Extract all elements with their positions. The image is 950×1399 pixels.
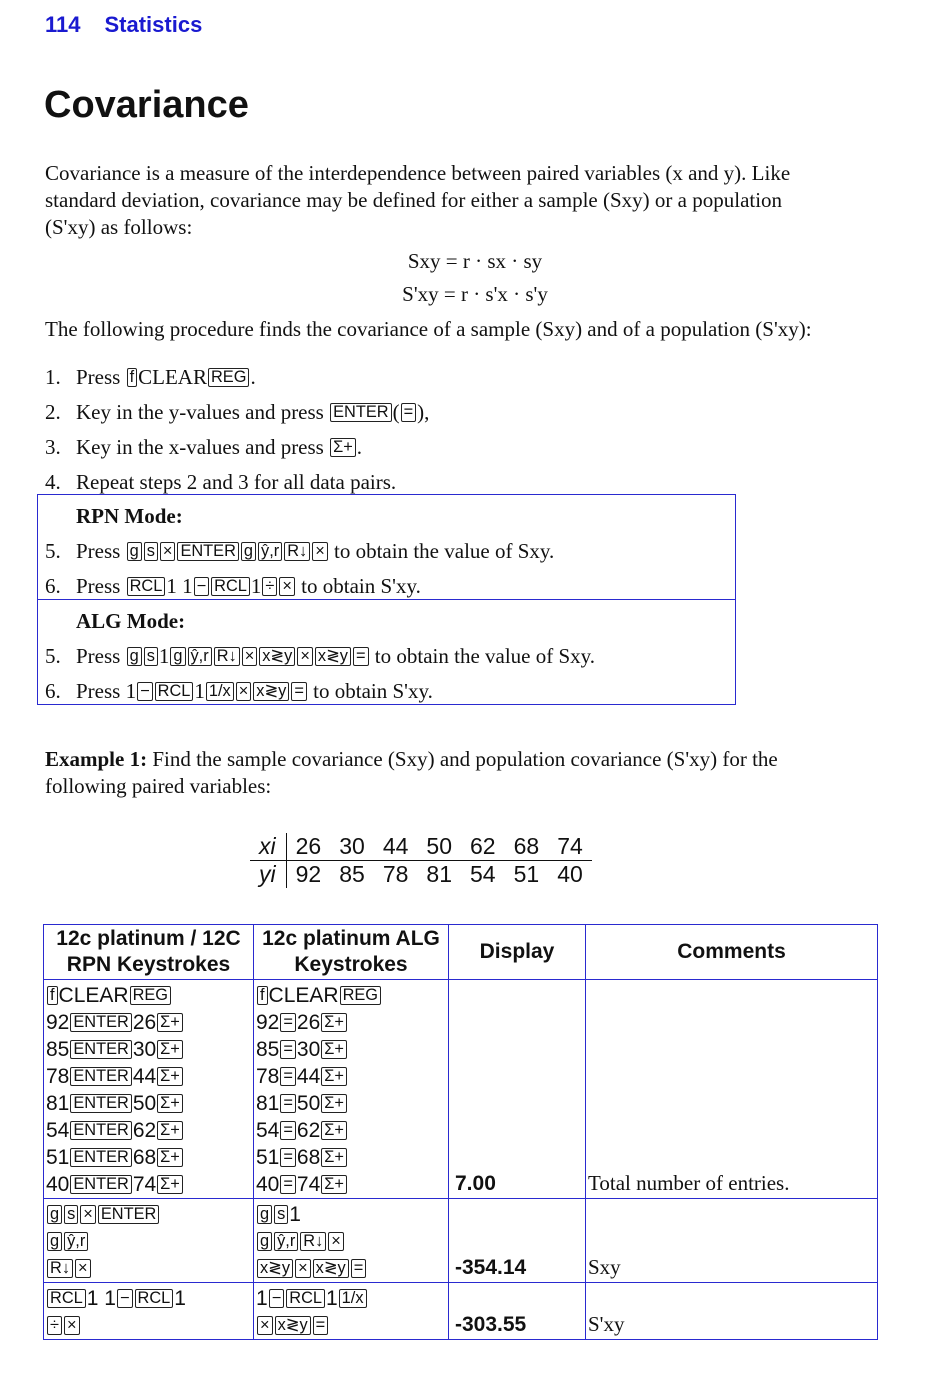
step-text: 62 — [296, 1119, 321, 1142]
y-value: 92 — [295, 861, 322, 887]
calculator-key: × — [279, 577, 295, 596]
calculator-key: g — [241, 542, 256, 561]
keystroke-line — [256, 1063, 446, 1090]
procedure-step — [45, 430, 737, 465]
calculator-key: ENTER — [70, 1148, 131, 1167]
calculator-key: − — [269, 1289, 285, 1308]
page-title: Covariance — [44, 84, 249, 126]
display-header: Display — [449, 925, 586, 980]
step-number: 6. — [45, 574, 61, 598]
step-text: Press — [76, 539, 126, 563]
procedure-step — [45, 674, 737, 709]
calculator-key: g — [127, 542, 142, 561]
calculator-key: ENTER — [70, 1067, 131, 1086]
step-text: . — [356, 435, 363, 459]
y-value: 81 — [426, 861, 452, 887]
step-text: 51 — [256, 1146, 280, 1169]
keystroke-line — [46, 1144, 251, 1171]
calculator-key: 1/x — [339, 1289, 367, 1308]
x-value: 30 — [330, 833, 374, 861]
calculator-key: Σ+ — [157, 1175, 183, 1194]
step-text: 30 — [296, 1038, 321, 1061]
calculator-key: − — [194, 577, 210, 596]
alg-keystrokes-cell — [254, 980, 449, 1199]
keystroke-line — [256, 1036, 446, 1063]
x-value: 62 — [461, 833, 505, 861]
calculator-key: R↓ — [47, 1259, 73, 1278]
step-text: CLEAR — [138, 365, 207, 389]
calculator-key: = — [313, 1316, 329, 1335]
step-text: . — [250, 365, 256, 389]
step-text: 78 — [46, 1065, 70, 1088]
calculator-key: = — [351, 1259, 367, 1278]
alg-keystrokes-header: 12c platinum ALG Keystrokes — [254, 925, 449, 980]
calculator-key: × — [236, 682, 252, 701]
calculator-key: Σ+ — [321, 1067, 347, 1086]
calculator-key: = — [280, 1175, 296, 1194]
calculator-key: ŷ,r — [274, 1232, 298, 1251]
alg-keystrokes-cell — [254, 1283, 449, 1340]
calculator-key: REG — [130, 986, 171, 1005]
comments-header: Comments — [586, 925, 878, 980]
keystroke-line — [46, 1009, 251, 1036]
step-text: 85 — [256, 1038, 280, 1061]
keystroke-line — [256, 1144, 446, 1171]
step-text: 62 — [132, 1119, 157, 1142]
calculator-key: ENTER — [177, 542, 238, 561]
x-value: 68 — [505, 833, 549, 861]
calculator-key: Σ+ — [321, 1013, 347, 1032]
step-text: ), — [417, 400, 430, 424]
calculator-key: g — [257, 1205, 272, 1224]
calculator-key: = — [353, 647, 369, 666]
calculator-key: Σ+ — [321, 1148, 347, 1167]
calculator-key: ŷ,r — [258, 542, 282, 561]
calculator-key: s — [64, 1205, 78, 1224]
keystroke-line — [46, 1312, 251, 1339]
calculator-key: g — [257, 1232, 272, 1251]
alg-keystrokes-cell — [254, 1199, 449, 1283]
step-text: 30 — [132, 1038, 157, 1061]
step-text: 1 — [158, 644, 170, 668]
example-line: following paired variables: — [45, 774, 272, 798]
calculator-key: Σ+ — [330, 438, 356, 457]
calculator-key: Σ+ — [321, 1175, 347, 1194]
calculator-key: Σ+ — [157, 1121, 183, 1140]
step-number: 4. — [45, 470, 61, 494]
calculator-key: R↓ — [214, 647, 240, 666]
step-text: 1 — [289, 1203, 301, 1226]
calculator-key: Σ+ — [321, 1040, 347, 1059]
calculator-key: g — [47, 1232, 62, 1251]
calculator-key: ENTER — [70, 1175, 131, 1194]
calculator-key: s — [144, 542, 158, 561]
step-text: to obtain the value of Sxy. — [369, 644, 596, 668]
calculator-key: × — [312, 542, 328, 561]
calculator-key: ENTER — [98, 1205, 159, 1224]
calculator-key: s — [274, 1205, 288, 1224]
calculator-key: RCL — [211, 577, 250, 596]
calculator-key: R↓ — [284, 542, 310, 561]
table-row — [44, 980, 878, 1199]
step-text: Press — [76, 644, 126, 668]
keystroke-line — [256, 1009, 446, 1036]
table-row — [44, 1283, 878, 1340]
keystroke-line — [46, 982, 251, 1009]
calculator-key: RCL — [47, 1289, 86, 1308]
keystroke-table — [43, 924, 878, 1340]
calculator-key: = — [280, 1121, 296, 1140]
step-text: 1 — [194, 679, 205, 703]
step-text: Press — [76, 574, 126, 598]
step-text: 1 — [325, 1287, 338, 1310]
y-value: 54 — [470, 861, 496, 887]
keystroke-line — [46, 1201, 251, 1228]
calculator-key: Σ+ — [321, 1121, 347, 1140]
y-value: 40 — [557, 861, 583, 887]
calculator-key: g — [127, 647, 142, 666]
step-number: 6. — [45, 679, 61, 703]
step-text: 1 — [256, 1287, 268, 1310]
x-value: 74 — [548, 833, 592, 861]
rpn-keystrokes-header: 12c platinum / 12C RPN Keystrokes — [44, 925, 254, 980]
step-number: 5. — [45, 539, 61, 563]
x-value: 26 — [286, 833, 330, 861]
keystroke-line — [256, 982, 446, 1009]
intro-line: standard deviation, covariance may be defined for either a sample (Sxy) or a population — [45, 188, 783, 212]
y-value: 78 — [382, 861, 409, 887]
rpn-keystrokes-cell — [44, 1199, 254, 1283]
comment-text: Sxy — [586, 1199, 878, 1283]
calculator-key: = — [280, 1094, 296, 1113]
rpn-mode-label: RPN Mode: — [76, 504, 183, 528]
calculator-key: × — [64, 1316, 80, 1335]
calculator-key: × — [80, 1205, 96, 1224]
keystroke-line — [46, 1228, 251, 1255]
x-value: 44 — [374, 833, 418, 861]
step-text: 40 — [256, 1173, 280, 1196]
keystroke-line — [46, 1171, 251, 1198]
calculator-key: × — [160, 542, 176, 561]
table-row — [44, 1199, 878, 1283]
step-text: 81 — [46, 1092, 70, 1115]
procedure-intro: The following procedure finds the covariance of a sample (Sxy) and of a population (S'xy): — [45, 317, 812, 341]
procedure-step — [45, 639, 737, 674]
calculator-key: × — [242, 647, 258, 666]
step-text: 1 — [250, 574, 262, 598]
step-number: 1. — [45, 365, 61, 389]
calculator-key: f — [127, 368, 138, 387]
step-text: 78 — [256, 1065, 280, 1088]
step-text: ( — [392, 400, 400, 424]
step-text: CLEAR — [268, 984, 339, 1007]
step-text: Repeat steps 2 and 3 for all data pairs. — [76, 470, 397, 494]
calculator-key: g — [47, 1205, 62, 1224]
step-text: 81 — [256, 1092, 280, 1115]
keystroke-line — [256, 1285, 446, 1312]
calculator-key: ENTER — [70, 1040, 131, 1059]
step-text: 26 — [132, 1011, 157, 1034]
calculator-key: x≷y — [315, 647, 351, 666]
calculator-key: × — [295, 1259, 311, 1278]
calculator-key: = — [280, 1067, 296, 1086]
keystroke-line — [46, 1285, 251, 1312]
keystroke-line — [256, 1171, 446, 1198]
step-text: 51 — [46, 1146, 70, 1169]
calculator-key: Σ+ — [157, 1040, 183, 1059]
calculator-key: x≷y — [275, 1316, 311, 1335]
keystroke-line — [256, 1228, 446, 1255]
y-label: yi — [250, 861, 286, 889]
y-value: 85 — [339, 861, 365, 887]
calculator-key: = — [401, 403, 417, 422]
population-formula: S'xy = r · s'x · s'y — [402, 282, 548, 306]
x-value: 50 — [417, 833, 461, 861]
calculator-key: ENTER — [70, 1013, 131, 1032]
calculator-key: x≷y — [313, 1259, 349, 1278]
calculator-key: ÷ — [262, 577, 277, 596]
calculator-key: REG — [340, 986, 381, 1005]
calculator-key: Σ+ — [157, 1148, 183, 1167]
calculator-key: g — [170, 647, 185, 666]
calculator-key: Σ+ — [157, 1094, 183, 1113]
comment-text: Total number of entries. — [586, 980, 878, 1199]
rpn-keystrokes-cell — [44, 1283, 254, 1340]
calculator-key: ENTER — [70, 1094, 131, 1113]
step-text: 44 — [296, 1065, 321, 1088]
step-text: 68 — [296, 1146, 321, 1169]
step-text: Key in the y-values and press — [76, 400, 330, 424]
calculator-key: ÷ — [47, 1316, 62, 1335]
procedure-step — [45, 534, 737, 569]
step-text: CLEAR — [58, 984, 129, 1007]
section-title: Statistics — [104, 12, 203, 37]
procedure-steps — [45, 360, 737, 500]
sample-formula: Sxy = r · sx · sy — [407, 249, 543, 273]
step-text: 50 — [132, 1092, 157, 1115]
keystroke-line — [46, 1036, 251, 1063]
keystroke-line — [256, 1201, 446, 1228]
keystroke-line — [46, 1255, 251, 1282]
step-text: 1 1 — [86, 1287, 116, 1310]
calculator-key: Σ+ — [321, 1094, 347, 1113]
comment-text: S'xy — [586, 1283, 878, 1340]
keystroke-line — [256, 1255, 446, 1282]
paired-values-table — [250, 833, 592, 888]
calculator-key: Σ+ — [157, 1067, 183, 1086]
step-text: to obtain the value of Sxy. — [328, 539, 555, 563]
calculator-key: R↓ — [300, 1232, 326, 1251]
calculator-key: x≷y — [253, 682, 289, 701]
calculator-key: = — [280, 1013, 296, 1032]
calculator-key: ENTER — [330, 403, 391, 422]
intro-paragraph — [45, 160, 875, 241]
calculator-key: f — [47, 986, 58, 1005]
calculator-key: = — [280, 1040, 296, 1059]
step-text: 54 — [256, 1119, 280, 1142]
step-text: 85 — [46, 1038, 70, 1061]
step-text: to obtain S'xy. — [295, 574, 421, 598]
calculator-key: − — [137, 682, 153, 701]
display-value: -354.14 — [449, 1199, 586, 1283]
calculator-key: RCL — [135, 1289, 174, 1308]
display-value: 7.00 — [449, 980, 586, 1199]
keystroke-line — [256, 1090, 446, 1117]
step-text: 92 — [46, 1011, 70, 1034]
calculator-key: ŷ,r — [64, 1232, 88, 1251]
keystroke-line — [46, 1090, 251, 1117]
calculator-key: s — [144, 647, 158, 666]
y-value: 51 — [513, 861, 540, 887]
step-text: 54 — [46, 1119, 70, 1142]
step-text: 1 — [174, 1287, 186, 1310]
step-number: 3. — [45, 435, 61, 459]
step-text: 74 — [296, 1173, 321, 1196]
step-text: Key in the x-values and press — [76, 435, 330, 459]
calculator-key: x≷y — [259, 647, 295, 666]
procedure-step — [45, 360, 737, 395]
calculator-key: × — [75, 1259, 91, 1278]
calculator-key: = — [280, 1148, 296, 1167]
calculator-key: x≷y — [257, 1259, 293, 1278]
calculator-key: = — [291, 682, 307, 701]
rpn-keystrokes-cell — [44, 980, 254, 1199]
example-label: Example 1: — [45, 747, 148, 771]
calculator-key: RCL — [286, 1289, 325, 1308]
calculator-key: × — [257, 1316, 273, 1335]
step-text: Press 1 — [76, 679, 137, 703]
calculator-key: REG — [208, 368, 249, 387]
calculator-key: RCL — [155, 682, 194, 701]
procedure-step — [45, 395, 737, 430]
keystroke-line — [256, 1117, 446, 1144]
step-number: 5. — [45, 644, 61, 668]
calculator-key: × — [297, 647, 313, 666]
step-text: 26 — [296, 1011, 321, 1034]
alg-mode-label: ALG Mode: — [76, 609, 186, 633]
step-text: 50 — [296, 1092, 321, 1115]
step-text: 92 — [256, 1011, 280, 1034]
example-paragraph — [45, 746, 875, 800]
keystroke-line — [46, 1063, 251, 1090]
example-line — [45, 746, 875, 773]
step-text: 44 — [132, 1065, 157, 1088]
intro-line: Covariance is a measure of the interdependence between paired variables (x and y). Like — [45, 161, 791, 185]
step-text: 68 — [132, 1146, 157, 1169]
calculator-key: ENTER — [70, 1121, 131, 1140]
step-text: 1 1 — [166, 574, 193, 598]
page-number: 114 — [45, 12, 81, 37]
step-number: 2. — [45, 400, 61, 424]
keystroke-line — [46, 1117, 251, 1144]
step-text: Press — [76, 365, 126, 389]
page-header — [45, 12, 202, 38]
step-text: 40 — [46, 1173, 70, 1196]
calculator-key: × — [328, 1232, 344, 1251]
calculator-key: 1/x — [206, 682, 234, 701]
x-label: xi — [250, 833, 286, 861]
intro-line: (S'xy) as follows: — [45, 215, 193, 239]
step-text: 74 — [132, 1173, 157, 1196]
rpn-steps — [45, 499, 737, 604]
keystroke-line — [256, 1312, 446, 1339]
calculator-key: Σ+ — [157, 1013, 183, 1032]
calculator-key: f — [257, 986, 268, 1005]
alg-steps — [45, 604, 737, 709]
step-text: to obtain S'xy. — [307, 679, 433, 703]
example-text: Find the sample covariance (Sxy) and population covariance (S'xy) for the — [147, 747, 778, 771]
calculator-key: ŷ,r — [188, 647, 212, 666]
calculator-key: RCL — [127, 577, 166, 596]
display-value: -303.55 — [449, 1283, 586, 1340]
calculator-key: − — [117, 1289, 133, 1308]
